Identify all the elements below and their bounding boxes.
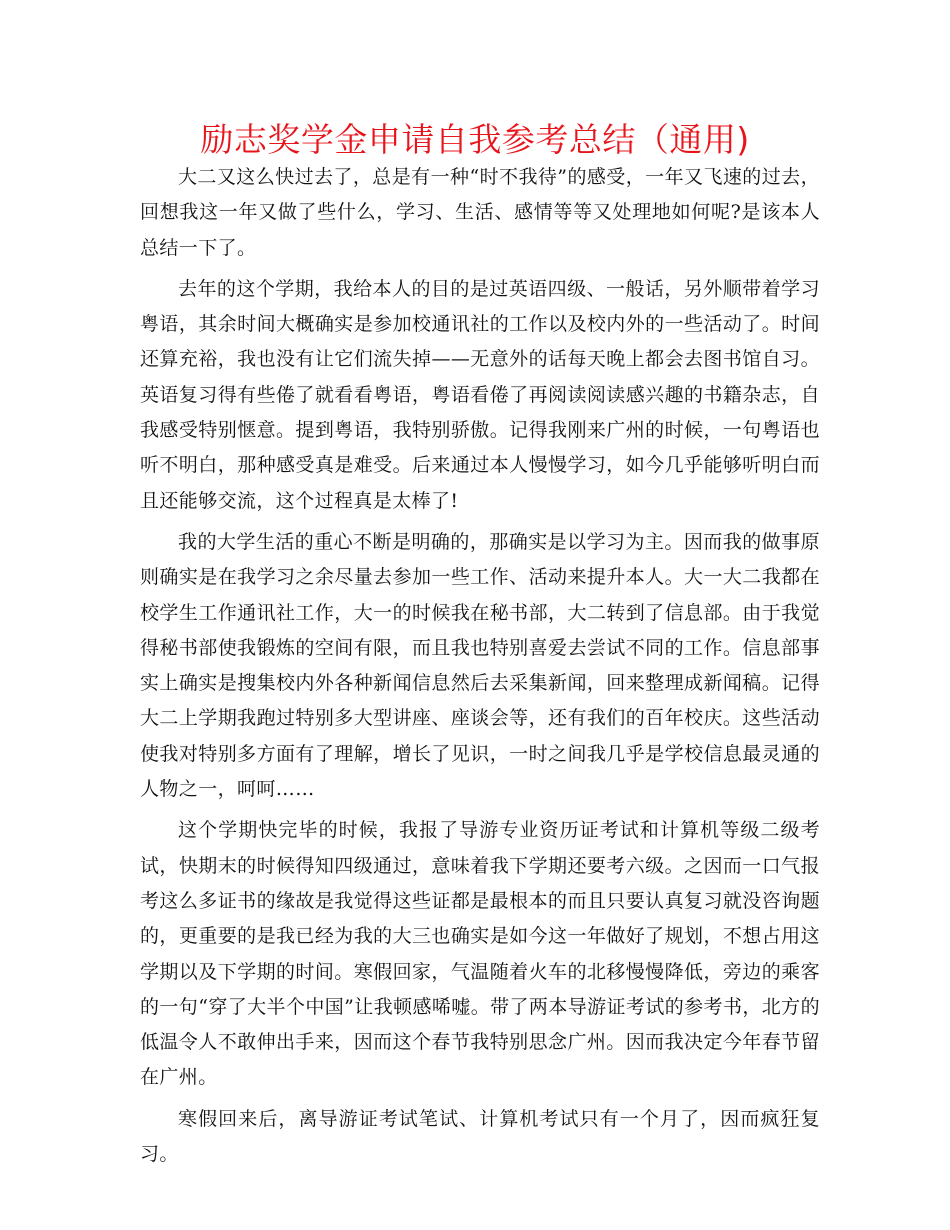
paragraph-1: 大二又这么快过去了，总是有一种“时不我待”的感受，一年又飞速的过去，回想我这一年又做了些什么，学习、生活、感情等等又处理地如何呢?是该本人总结一下了。 [140, 166, 820, 259]
paragraph-5: 寒假回来后，离导游证考试笔试、计算机考试只有一个月了，因而疯狂复习。 [140, 1107, 820, 1166]
paragraph-2: 去年的这个学期，我给本人的目的是过英语四级、一般话，另外顺带着学习粤语，其余时间大概确实是参加校通讯社的工作以及校内外的一些活动了。时间还算充裕，我也没有让它们流失掉——无意外的话每天晚上都会去图书馆自习。英语复习得有些倦了就看看粤语，粤语看倦了再阅读阅读感兴趣的书籍杂志，自我感受特别惬意。提到粤语，我特别骄傲。记得我刚来广州的时候，一句粤语也听不明白，那种感受真是难受。后来通过本人慢慢学习，如今几乎能够听明白而且还能够交流，这个过程真是太棒了! [140, 277, 820, 512]
document-body [140, 160, 820, 1178]
paragraph-4: 这个学期快完毕的时候，我报了导游专业资历证考试和计算机等级二级考试，快期末的时候得知四级通过，意味着我下学期还要考六级。之因而一口气报考这么多证书的缘故是我觉得这些证都是最根本的而且只要认真复习就没咨询题的，更重要的是我已经为我的大三也确实是如今这一年做好了规划，不想占用这学期以及下学期的时间。寒假回家，气温随着火车的北移慢慢降低，旁边的乘客的一句“穿了大半个中国”让我顿感唏嘘。带了两本导游证考试的参考书，北方的低温令人不敢伸出手来，因而这个春节我特别思念广州。因而我决定今年春节留在广州。 [140, 819, 820, 1089]
paragraph-3: 我的大学生活的重心不断是明确的，那确实是以学习为主。因而我的做事原则确实是在我学习之余尽量去参加一些工作、活动来提升本人。大一大二我都在校学生工作通讯社工作，大一的时候我在秘书部，大二转到了信息部。由于我觉得秘书部使我锻炼的空间有限，而且我也特别喜爱去尝试不同的工作。信息部事实上确实是搜集校内外各种新闻信息然后去采集新闻，回来整理成新闻稿。记得大二上学期我跑过特别多大型讲座、座谈会等，还有我们的百年校庆。这些活动使我对特别多方面有了理解，增长了见识，一时之间我几乎是学校信息最灵通的人物之一，呵呵…… [140, 530, 820, 801]
document-title: 励志奖学金申请自我参考总结（通用) [200, 120, 750, 159]
